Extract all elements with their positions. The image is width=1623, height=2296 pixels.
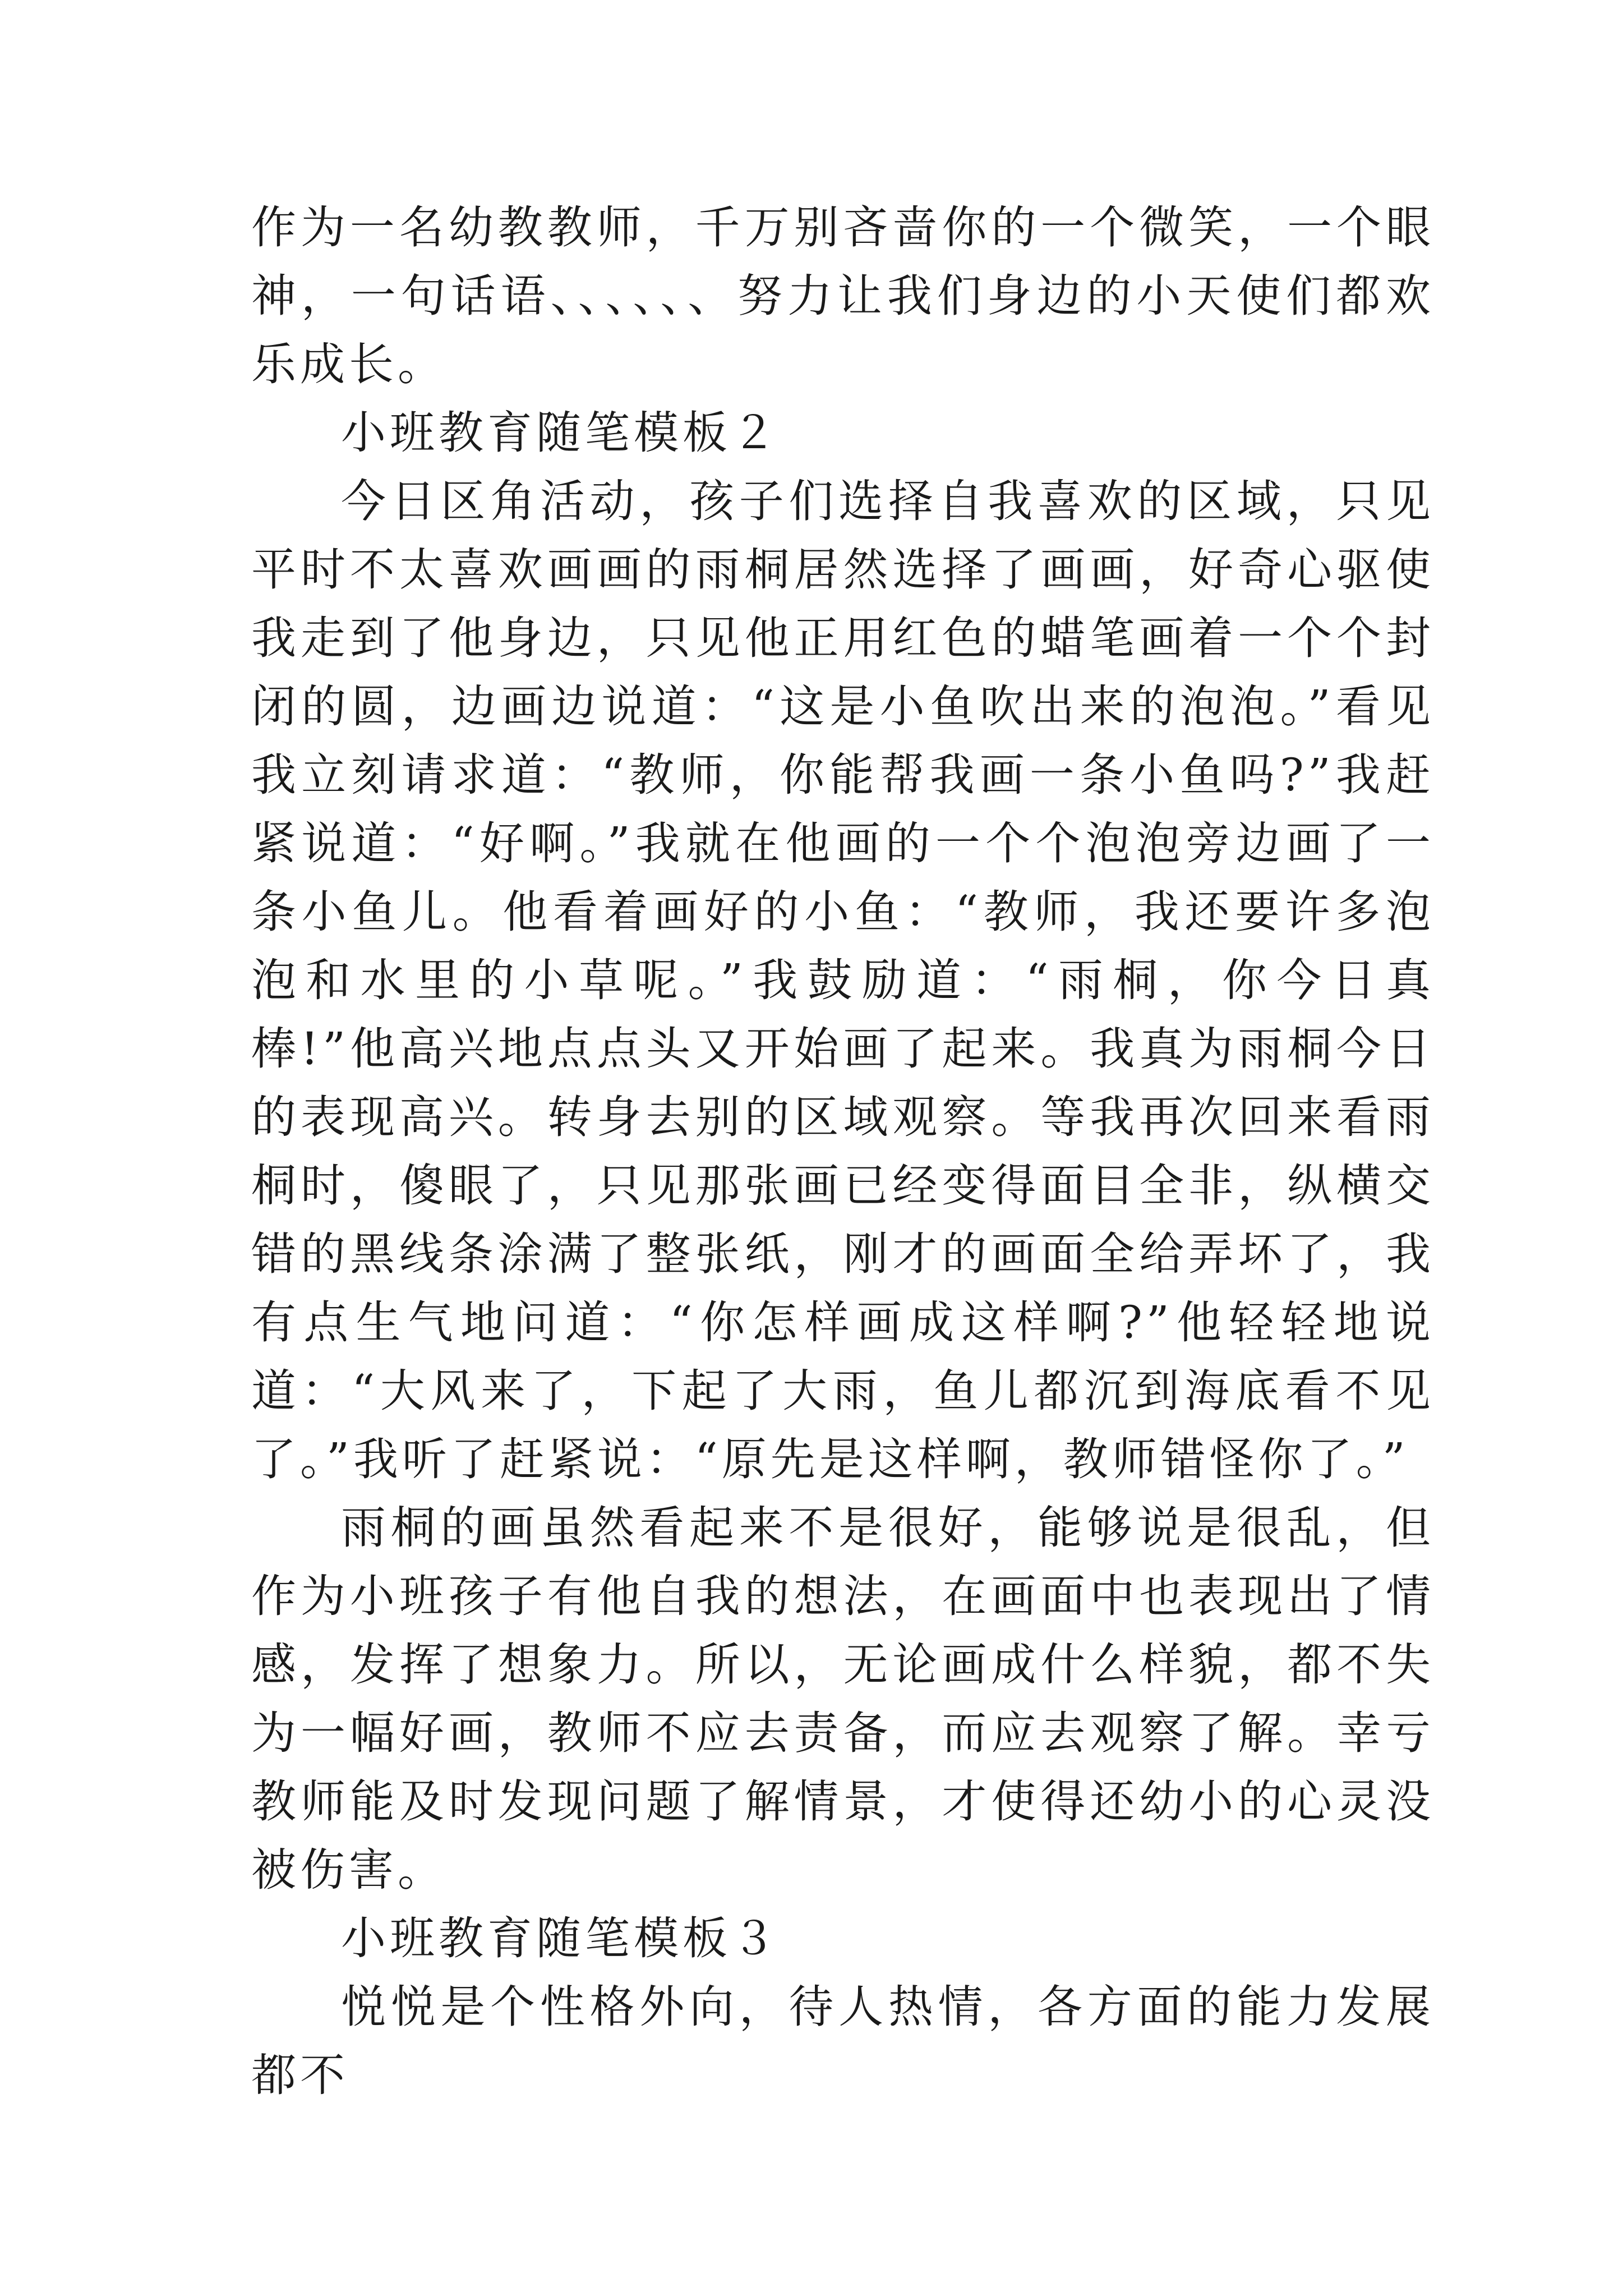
section-heading-3: 小班教育随笔模板３ bbox=[341, 1912, 780, 1964]
paragraph-story: 今日区角活动，孩子们选择自我喜欢的区域，只见平时不太喜欢画画的雨桐居然选择了画画，好奇心驱使我走到了他身边，只见他正用红色的蜡笔画着一个个封闭的圆，边画边说道：“这是小鱼吹出来的泡泡。”看见我立刻请求道：“教师，你能帮我画一条小鱼吗?”我赶紧说道：“好啊。”我就在他画的一个个泡泡旁边画了一条小鱼儿。他看着画好的小鱼：“教师，我还要许多泡泡和水里的小草呢。”我鼓励道：“雨桐，你今日真棒!”他高兴地点点头又开始画了起来。我真为雨桐今日的表现高兴。转身去别的区域观察。等我再次回来看雨桐时，傻眼了，只见那张画已经变得面目全非，纵横交错的黑线条涂满了整张纸，刚才的画面全给弄坏了，我有点生气地问道：“你怎样画成这样啊?”他轻轻地说道：“大风来了，下起了大雨，鱼儿都沉到海底看不见了。”我听了赶紧说：“原先是这样啊，教师错怪你了。” bbox=[251, 475, 1435, 1485]
section-heading-2: 小班教育随笔模板２ bbox=[341, 407, 780, 459]
paragraph-reflection: 雨桐的画虽然看起来不是很好，能够说是很乱，但作为小班孩子有他自我的想法，在画面中也表现出了情感，发挥了想象力。所以，无论画成什么样貌，都不失为一幅好画，教师不应去责备，而应去观察了解。幸亏教师能及时发现问题了解情景，才使得还幼小的心灵没被伤害。 bbox=[251, 1502, 1435, 1896]
paragraph-intro: 悦悦是个性格外向，待人热情，各方面的能力发展都不 bbox=[251, 1981, 1435, 2101]
document-body bbox=[251, 194, 1435, 2110]
paragraph-closing: 作为一名幼教教师，千万别吝啬你的一个微笑，一个眼神，一句话语、、、、、、努力让我们身边的小天使们都欢乐成长。 bbox=[251, 201, 1435, 390]
